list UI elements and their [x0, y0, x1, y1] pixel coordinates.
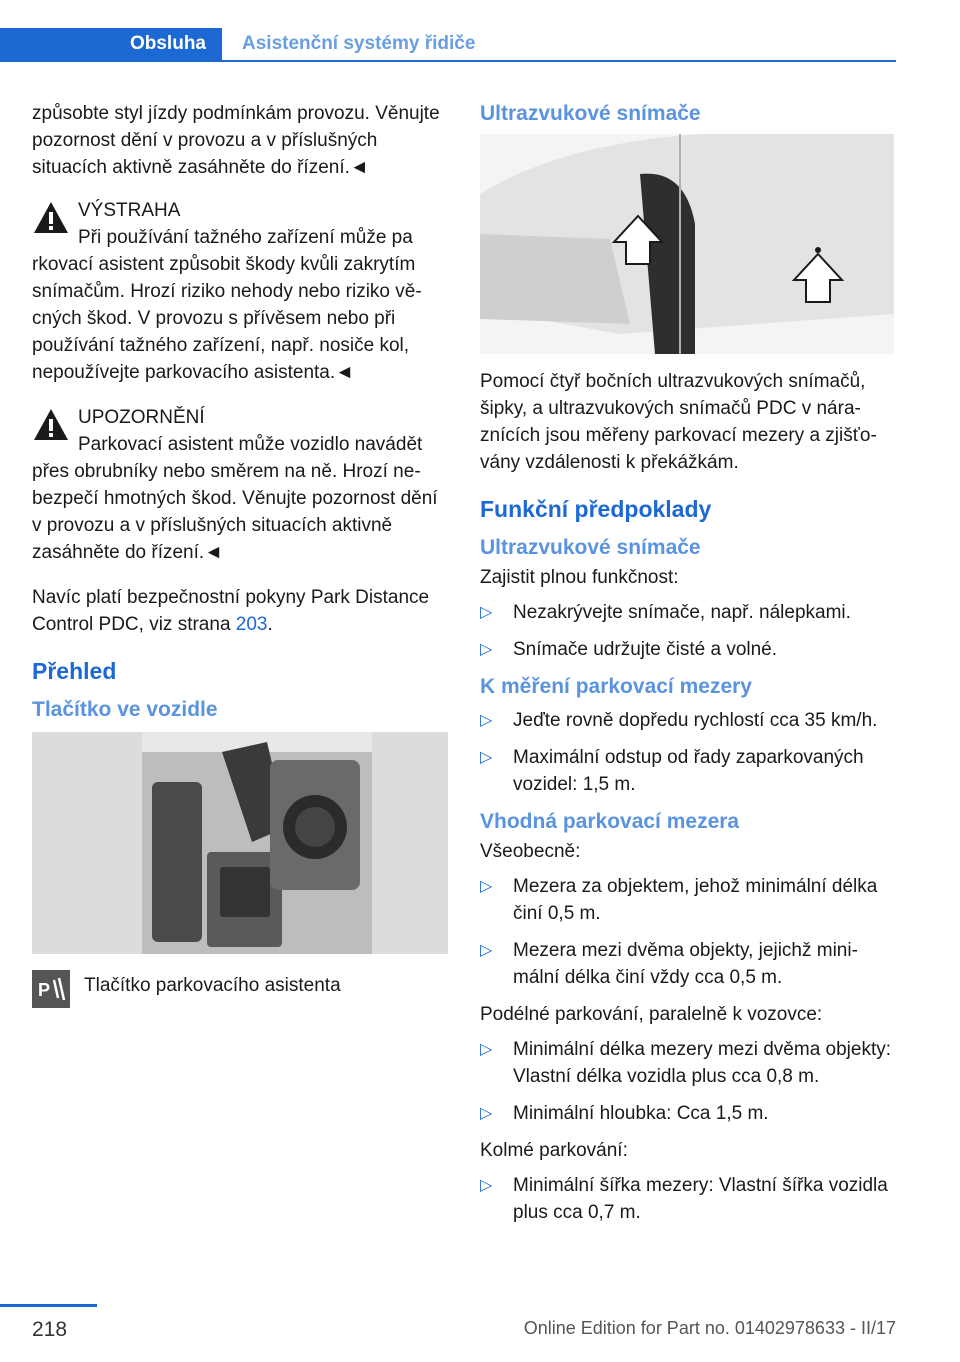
- car-sensors-image: [480, 134, 894, 354]
- list-item-text: Minimální délka mezery mezi dvěma objekty: Vlastní délka vozidla plus cca 0,8 m.: [513, 1039, 892, 1087]
- warning-title: VÝSTRAHA: [78, 200, 181, 221]
- safety-note-text: Navíc platí bezpečnostní pokyny Park Distance Control PDC, viz strana: [32, 587, 430, 635]
- page-number: 218: [32, 1318, 68, 1341]
- warning-block-2: [32, 404, 448, 566]
- parallel-list: [480, 1036, 896, 1127]
- triangle-bullet-icon: ▷: [480, 1177, 493, 1194]
- list-item-text: Jeďte rovně dopředu rychlostí cca 35 km/h.: [513, 710, 878, 731]
- list-item: [480, 873, 896, 927]
- header-rule: [0, 60, 896, 62]
- heading-overview: Přehled: [32, 658, 117, 684]
- ensure-list: [480, 599, 896, 663]
- safety-note: [32, 584, 448, 638]
- subheading-measure: K měření parkovací mezery: [480, 675, 752, 698]
- list-item-text: Minimální hloubka: Cca 1,5 m.: [513, 1103, 769, 1124]
- list-item-text: Maximální odstup od řady zaparkovaných vozidel: 1,5 m.: [513, 747, 864, 795]
- triangle-bullet-icon: ▷: [480, 942, 493, 959]
- perpendicular-list: [480, 1172, 896, 1226]
- page-header: [0, 28, 896, 60]
- center-console-image: [32, 732, 448, 954]
- triangle-bullet-icon: ▷: [480, 1041, 493, 1058]
- right-column: [480, 100, 896, 1236]
- subheading-sensors-2: Ultrazvukové snímače: [480, 536, 701, 559]
- list-item: [480, 1036, 896, 1090]
- list-item: [480, 1100, 896, 1127]
- triangle-bullet-icon: ▷: [480, 604, 493, 621]
- parking-assistant-button-caption: Tlačítko parkovacího asistenta: [84, 975, 341, 996]
- list-item-text: Minimální šířka mezery: Vlastní šířka vozidla plus cca 0,7 m.: [513, 1175, 888, 1223]
- triangle-bullet-icon: ▷: [480, 641, 493, 658]
- edition-note: Online Edition for Part no. 01402978633 - II/17: [523, 1318, 896, 1338]
- page-reference-link[interactable]: 203: [235, 614, 268, 635]
- parking-assistant-button-row: [32, 972, 448, 1012]
- warning-body-first-line: Parkovací asistent může vozidlo navádět: [78, 434, 423, 455]
- triangle-bullet-icon: ▷: [480, 749, 493, 766]
- warning-body: rkovací asistent způsobit škody kvůli zakrytím snímačům. Hrozí riziko nehody nebo riziko věcných škod. V provozu s přívěsem nebo při používání tažného zařízení, např. nosiče kol, nepoužívejte parkovacího asistenta.◄: [32, 254, 422, 383]
- measure-list: [480, 707, 896, 798]
- list-item: [480, 1172, 896, 1226]
- perpendicular-label: Kolmé parkování:: [480, 1140, 628, 1161]
- svg-text:P: P: [38, 980, 51, 1000]
- warning-title: UPOZORNĚNÍ: [78, 407, 205, 428]
- subheading-sensors: Ultrazvukové snímače: [480, 102, 701, 125]
- sensors-description: Pomocí čtyř bočních ultrazvukových snímačů, šipky, a ultrazvukových snímačů PDC v náraznících jsou měřeny parkovací mezery a zjišťovány vzdálenosti k překážkám.: [480, 371, 877, 473]
- triangle-bullet-icon: ▷: [480, 1105, 493, 1122]
- general-label: Všeobecně:: [480, 841, 581, 862]
- caution-triangle-icon: [32, 406, 70, 444]
- warning-body-first-line: Při používání tažného zařízení může pa: [78, 227, 413, 248]
- ensure-label: Zajistit plnou funkčnost:: [480, 567, 679, 588]
- list-item-text: Nezakrývejte snímače, např. nálepkami.: [513, 602, 851, 623]
- parking-assistant-button-icon: [32, 970, 70, 1008]
- list-item: [480, 636, 896, 663]
- safety-note-end: .: [267, 614, 273, 635]
- footer-rule: [0, 1304, 97, 1307]
- list-item: [480, 707, 896, 734]
- list-item-text: Mezera mezi dvěma objekty, jejichž minimální délka činí vždy cca 0,5 m.: [513, 940, 858, 988]
- intro-paragraph: způsobte styl jízdy podmínkám provozu. Věnujte pozornost dění v provozu a v příslušných situacích aktivně zasáhněte do řízení.◄: [32, 103, 440, 178]
- warning-triangle-icon: [32, 199, 70, 237]
- section-tab: Obsluha: [0, 28, 222, 60]
- list-item-text: Snímače udržujte čisté a volné.: [513, 639, 778, 660]
- list-item: [480, 744, 896, 798]
- chapter-tab: Asistenční systémy řidiče: [222, 28, 896, 60]
- list-item: [480, 599, 896, 626]
- warning-body: přes obrubníky nebo směrem na ně. Hrozí nebezpečí hmotných škod. Věnujte pozornost dění v provozu a v příslušných situacích aktivně zasáhněte do řízení.◄: [32, 461, 438, 563]
- general-list: [480, 873, 896, 991]
- list-item-text: Mezera za objektem, jehož minimální délka činí 0,5 m.: [513, 876, 878, 924]
- subheading-suitable: Vhodná parkovací mezera: [480, 810, 740, 833]
- parallel-label: Podélné parkování, paralelně k vozovce:: [480, 1004, 823, 1025]
- warning-block-1: [32, 197, 448, 386]
- triangle-bullet-icon: ▷: [480, 878, 493, 895]
- left-column: [32, 100, 448, 1012]
- triangle-bullet-icon: ▷: [480, 712, 493, 729]
- subheading-button: Tlačítko ve vozidle: [32, 698, 218, 721]
- heading-requirements: Funkční předpoklady: [480, 496, 712, 522]
- list-item: [480, 937, 896, 991]
